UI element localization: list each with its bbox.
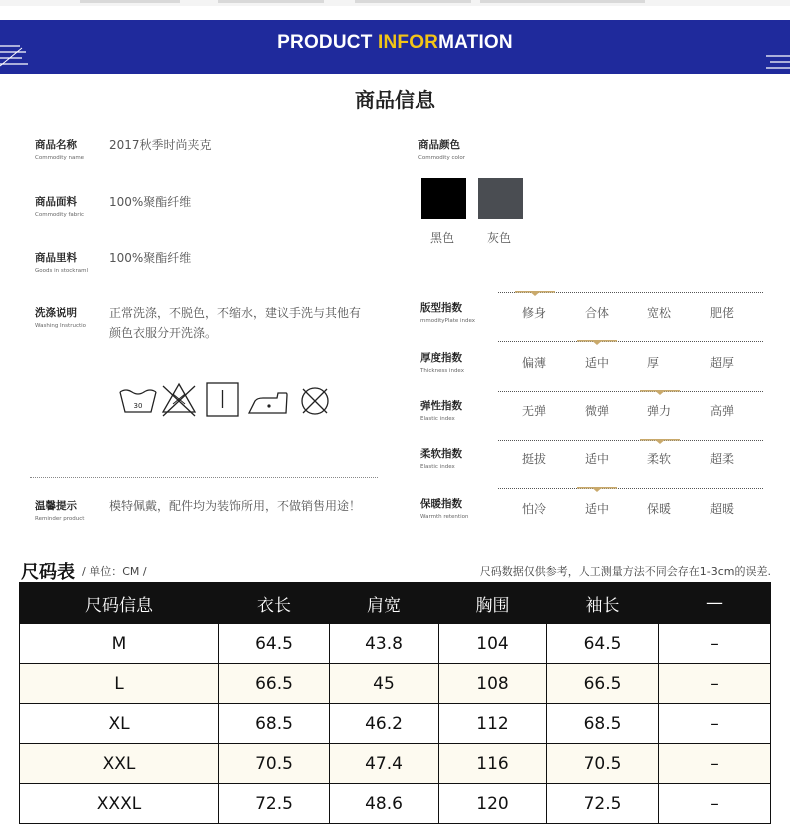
table-row: [20, 624, 771, 664]
index-sublabel: Warmth retention: [420, 514, 469, 520]
size-name-cell: L: [20, 664, 219, 704]
size-value-cell: 104: [439, 624, 547, 664]
size-value-cell: –: [659, 704, 771, 744]
care-icons: [118, 380, 333, 420]
size-value-cell: 66.5: [547, 664, 659, 704]
index-option: 怕冷: [522, 502, 547, 516]
size-header-cell: 衣长: [219, 583, 330, 624]
header-banner: [0, 20, 790, 74]
index-selected-marker: [640, 439, 680, 444]
svg-text:30: 30: [133, 402, 143, 410]
size-value-cell: 64.5: [547, 624, 659, 664]
index-sublabel: mmodityPlate index: [420, 318, 476, 324]
size-value-cell: –: [659, 624, 771, 664]
size-chart-note: 尺码数据仅供参考，人工测量方法不同会存在1-3cm的误差.: [479, 565, 771, 578]
index-sublabel: Elastic index: [420, 416, 455, 422]
size-header-cell: 肩宽: [330, 583, 439, 624]
color-label: 灰色: [487, 231, 512, 245]
size-value-cell: 120: [439, 784, 547, 824]
info-label: 洗涤说明: [35, 307, 77, 319]
size-value-cell: 108: [439, 664, 547, 704]
divider: [30, 477, 378, 478]
index-sublabel: Elastic index: [420, 464, 455, 470]
info-sublabel: Washing Instructio: [35, 323, 87, 329]
size-value-cell: 47.4: [330, 744, 439, 784]
index-scale-line: [498, 391, 763, 392]
info-fabric-row: [35, 194, 192, 218]
line-dry-icon: [207, 383, 238, 416]
size-name-cell: XXL: [20, 744, 219, 784]
info-label: 商品颜色: [418, 139, 460, 151]
size-name-cell: XL: [20, 704, 219, 744]
info-sublabel: Goods in stockraml: [35, 268, 88, 274]
iron-medium-icon: [249, 393, 287, 413]
size-value-cell: 70.5: [219, 744, 330, 784]
index-option: 无弹: [522, 404, 547, 418]
index-option: 厚: [647, 356, 660, 370]
index-option: 柔软: [647, 452, 672, 466]
size-value-cell: 112: [439, 704, 547, 744]
index-option: 适中: [585, 502, 610, 516]
size-header-cell: 胸围: [439, 583, 547, 624]
index-sublabel: Thickness index: [420, 368, 464, 374]
index-option: 超柔: [710, 452, 735, 466]
size-value-cell: 72.5: [547, 784, 659, 824]
table-row: [20, 664, 771, 704]
size-name-cell: M: [20, 624, 219, 664]
size-name-cell: XXXL: [20, 784, 219, 824]
size-header-cell: 袖长: [547, 583, 659, 624]
index-option: 适中: [585, 356, 610, 370]
size-value-cell: 68.5: [219, 704, 330, 744]
index-option: 偏薄: [522, 356, 547, 370]
size-table-header: [20, 583, 771, 624]
index-label: 版型指数 mmodityPlate index: [420, 302, 476, 324]
size-header-cell: 尺码信息: [20, 583, 219, 624]
info-washing-row: [35, 305, 362, 340]
info-sublabel: Reminder product: [35, 516, 85, 522]
info-label: 温馨提示: [35, 500, 77, 512]
size-value-cell: –: [659, 744, 771, 784]
info-value: 100%聚酯纤维: [109, 251, 192, 265]
size-value-cell: 116: [439, 744, 547, 784]
index-label: 柔软指数 Elastic index: [420, 448, 462, 470]
size-value-cell: 70.5: [547, 744, 659, 784]
size-value-cell: 64.5: [219, 624, 330, 664]
index-scale-line: [498, 488, 763, 489]
index-option: 高弹: [710, 404, 735, 418]
size-chart-unit: / 单位：CM /: [82, 565, 147, 578]
size-value-cell: 68.5: [547, 704, 659, 744]
index-option: 微弹: [585, 404, 610, 418]
no-bleach-icon: [163, 384, 195, 416]
index-label: 弹性指数 Elastic index: [420, 400, 462, 422]
index-selected-marker: [515, 291, 555, 296]
info-label: 商品名称: [35, 139, 77, 151]
info-lining-row: [35, 250, 192, 274]
index-option: 超暖: [710, 502, 735, 516]
info-value: 2017秋季时尚夹克: [109, 138, 212, 152]
index-selected-marker: [577, 487, 617, 492]
info-value: 100%聚酯纤维: [109, 195, 192, 209]
size-value-cell: 46.2: [330, 704, 439, 744]
index-label: 保暖指数 Warmth retention: [420, 498, 469, 520]
size-value-cell: –: [659, 664, 771, 704]
size-value-cell: 66.5: [219, 664, 330, 704]
index-option: 合体: [585, 306, 610, 320]
index-option: 修身: [522, 306, 547, 320]
wash-30-icon: [120, 390, 156, 412]
index-selected-marker: [577, 340, 617, 345]
info-value: 模特佩戴，配件均为装饰所用，不做销售用途！: [109, 499, 362, 513]
top-strip: [0, 0, 790, 6]
index-option: 弹力: [647, 404, 672, 418]
color-label: 黑色: [430, 231, 455, 245]
index-selected-marker: [640, 390, 680, 395]
banner-title: PRODUCT INFORMATION: [277, 32, 513, 53]
page-title: 商品信息: [355, 88, 435, 112]
index-scale-line: [498, 440, 763, 441]
size-value-cell: 43.8: [330, 624, 439, 664]
index-label: 厚度指数 Thickness index: [420, 352, 464, 374]
size-value-cell: 45: [330, 664, 439, 704]
size-chart-title: 尺码表: [21, 562, 75, 583]
index-option: 肥佬: [710, 306, 735, 320]
info-label: 商品面料: [35, 196, 77, 208]
size-value-cell: 48.6: [330, 784, 439, 824]
size-value-cell: –: [659, 784, 771, 824]
index-option: 宽松: [647, 306, 672, 320]
table-row: [20, 744, 771, 784]
info-label: 商品里料: [35, 252, 77, 264]
no-dry-clean-icon: [302, 388, 328, 414]
color-header: [418, 137, 465, 161]
info-value: 正常洗涤，不脱色，不缩水，建议手洗与其他有 颜色衣服分开洗涤。: [109, 306, 362, 340]
banner-title-highlight: INFOR: [377, 32, 439, 53]
size-value-cell: 72.5: [219, 784, 330, 824]
size-table: [19, 582, 771, 824]
size-header-cell: —: [659, 583, 771, 624]
table-row: [20, 704, 771, 744]
index-option: 保暖: [647, 502, 672, 516]
index-option: 挺拔: [522, 452, 547, 466]
info-sublabel: Commodity color: [418, 155, 466, 161]
index-scale-line: [498, 341, 763, 342]
info-sublabel: Commodity fabric: [35, 212, 85, 218]
color-swatch-black: [421, 178, 466, 219]
info-sublabel: Commodity name: [35, 155, 85, 161]
info-reminder-row: [35, 498, 362, 522]
info-name-row: [35, 137, 212, 161]
index-option: 适中: [585, 452, 610, 466]
table-row: [20, 784, 771, 824]
color-swatch-gray: [478, 178, 523, 219]
index-option: 超厚: [710, 356, 735, 370]
